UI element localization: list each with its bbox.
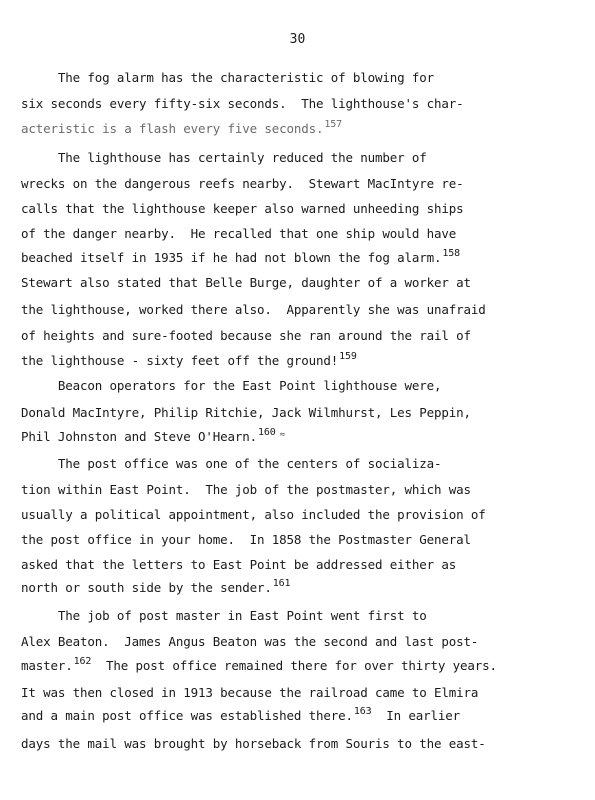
text-line: Phil Johnston and Steve O'Hearn.$^{160}$ ≈: [21, 427, 285, 444]
text-line: of the danger nearby. He recalled that one ship would have: [21, 226, 457, 241]
text-line: six seconds every fifty-six seconds. The lighthouse's char-: [21, 96, 464, 111]
text-line: the lighthouse, worked there also. Apparently she was unafraid: [21, 302, 486, 317]
footnote-marker: 159: [339, 351, 357, 362]
text-line: the lighthouse - sixty feet off the ground!$^{159}$: [21, 351, 357, 368]
text-line: Alex Beaton. James Angus Beaton was the second and last post-: [21, 634, 479, 649]
text-line: wrecks on the dangerous reefs nearby. Stewart MacIntyre re-: [21, 176, 464, 191]
footnote-marker: 162: [73, 656, 92, 667]
text-line: the post office in your home. In 1858 the Postmaster General: [21, 532, 471, 547]
text-line: north or south side by the sender.$^{161}$: [21, 578, 291, 595]
text-line: of heights and sure-footed because she ran around the rail of: [21, 328, 471, 343]
text-line: usually a political appointment, also included the provision of: [21, 507, 486, 522]
text-line: and a main post office was established there.$^{163}$ In earlier: [21, 706, 461, 723]
text-line: Beacon operators for the East Point lighthouse were,: [21, 378, 442, 393]
text-line: Stewart also stated that Belle Burge, daughter of a worker at: [21, 275, 471, 290]
text-line: The post office was one of the centers of socializa-: [21, 456, 442, 471]
text-line: beached itself in 1935 if he had not blown the fog alarm.$^{158}$: [21, 248, 461, 265]
text-line: The fog alarm has the characteristic of blowing for: [21, 70, 435, 85]
text-line: The job of post master in East Point went first to: [21, 608, 427, 623]
text-line: Donald MacIntyre, Philip Ritchie, Jack Wilmhurst, Les Peppin,: [21, 405, 471, 420]
footnote-marker: 157: [324, 119, 343, 130]
footnote-marker: 160: [258, 427, 276, 438]
text-line: tion within East Point. The job of the postmaster, which was: [21, 482, 471, 497]
text-line: days the mail was brought by horseback from Souris to the east-: [21, 736, 486, 751]
text-line: It was then closed in 1913 because the railroad came to Elmira: [21, 685, 479, 700]
text-line: asked that the letters to East Point be addressed either as: [21, 557, 457, 572]
footnote-marker: 161: [272, 578, 291, 589]
text-line: calls that the lighthouse keeper also warned unheeding ships: [21, 201, 464, 216]
page-number: 30: [289, 32, 306, 47]
handwritten-mark: ≈: [279, 430, 285, 440]
footnote-marker: 163: [353, 706, 372, 717]
text-line: acteristic is a flash every five seconds.$^{157}$: [21, 119, 343, 136]
text-line: The lighthouse has certainly reduced the number of: [21, 150, 427, 165]
footnote-marker: 158: [442, 248, 461, 259]
text-line: master.$^{162}$ The post office remained there for over thirty years.: [21, 656, 497, 673]
